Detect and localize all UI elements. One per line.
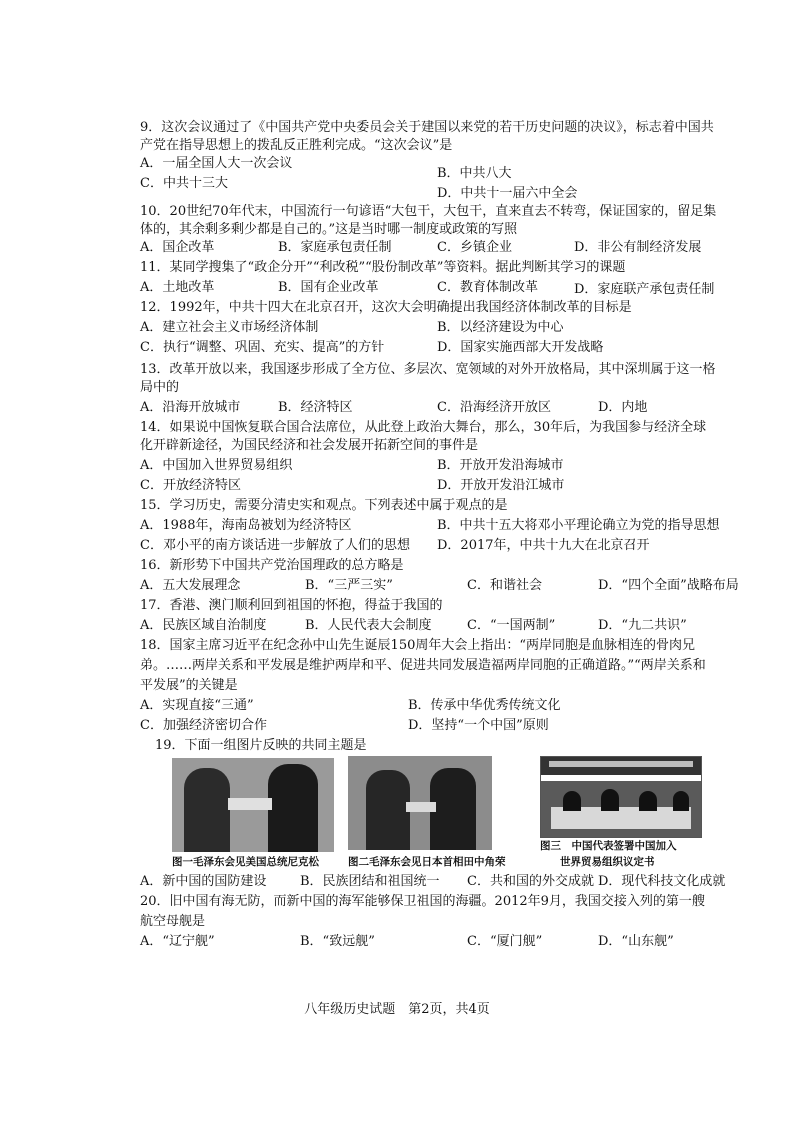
photo-wto-signing [540,756,702,838]
q12-option-c: C．执行“调整、巩固、充实、提高”的方针 [140,340,385,355]
q13-option-b: B．经济特区 [278,400,353,415]
q10-option-c: C．乡镇企业 [437,240,512,255]
q18-stem-line-1: 18．国家主席习近平在纪念孙中山先生诞辰150周年大会上指出：“两岸同胞是血脉相连的骨肉兄 [140,638,696,653]
q17-stem-line-1: 17．香港、澳门顺利回到祖国的怀抱，得益于我国的 [140,598,443,613]
q16-option-d: D．“四个全面”战略布局 [598,578,739,593]
q15-option-d: D．2017年，中共十九大在北京召开 [437,538,650,553]
caption-figure-3-line-1: 图三 中国代表签署中国加入 [540,840,677,852]
q9-option-c: C．中共十三大 [140,176,228,191]
q20-option-b: B．“致远舰” [300,934,375,949]
q18-stem-line-2: 弟。……两岸关系和平发展是维护两岸和平、促进共同发展造福两岸同胞的正确道路。”“两岸关系和 [140,658,706,673]
q18-option-b: B．传承中华优秀传统文化 [408,698,561,713]
q10-stem-line-1: 10．20世纪70年代末，中国流行一句谚语“大包干，大包干，直来直去不转弯，保证国家的，留足集 [140,204,717,219]
q18-option-c: C．加强经济密切合作 [140,718,267,733]
q17-option-c: C．“一国两制” [467,618,556,633]
q13-stem-line-2: 局中的 [140,380,180,395]
q18-stem-line-3: 平发展”的关键是 [140,678,238,693]
q15-option-a: A．1988年，海南岛被划为经济特区 [140,518,352,533]
q11-stem-line-1: 11．某同学搜集了“政企分开”“利改税”“股份制改革”等资料。据此判断其学习的课题 [140,260,626,275]
q19-option-c: C．共和国的外交成就 [467,874,594,889]
q11-option-b: B．国有企业改革 [278,280,379,295]
q9-option-b: B．中共八大 [437,166,512,181]
q10-stem-line-2: 体的，其余剩多剩少都是自己的。”这是当时哪一制度或政策的写照 [140,222,518,237]
q11-option-d: D．家庭联产承包责任制 [574,282,715,297]
q12-option-d: D．国家实施西部大开发战略 [437,340,604,355]
q18-option-a: A．实现直接“三通” [140,698,254,713]
q13-option-d: D．内地 [598,400,648,415]
q17-option-b: B．人民代表大会制度 [305,618,432,633]
q12-stem-line-1: 12．1992年，中共十四大在北京召开，这次大会明确提出我国经济体制改革的目标是 [140,300,632,315]
q16-option-c: C．和谐社会 [467,578,542,593]
q16-option-b: B．“三严三实” [305,578,393,593]
page-footer: 八年级历史试题 第2页，共4页 [304,1002,490,1017]
q13-stem-line-1: 13．改革开放以来，我国逐步形成了全方位、多层次、宽领域的对外开放格局，其中深圳属于这一格 [140,362,716,377]
q14-option-d: D．开放开发沿江城市 [437,478,565,493]
photo-nixon-meeting [172,758,334,852]
q15-option-b: B．中共十五大将邓小平理论确立为党的指导思想 [437,518,720,533]
q15-option-c: C．邓小平的南方谈话进一步解放了人们的思想 [140,538,410,553]
q20-stem-line-1: 20．旧中国有海无防，而新中国的海军能够保卫祖国的海疆。2012年9月，我国交接入列的第一艘 [140,894,705,909]
q13-option-c: C．沿海经济开放区 [437,400,551,415]
q9-option-d: D．中共十一届六中全会 [437,186,578,201]
q14-stem-line-1: 14．如果说中国恢复联合国合法席位，从此登上政治大舞台，那么，30年后，为我国参与经济全球 [140,420,707,435]
q10-option-b: B．家庭承包责任制 [278,240,392,255]
q16-stem-line-1: 16．新形势下中国共产党治国理政的总方略是 [140,558,404,573]
q20-option-d: D．“山东舰” [598,934,674,949]
q18-option-d: D．坚持“一个中国”原则 [408,718,549,733]
q9-stem-line-1: 9．这次会议通过了《中国共产党中央委员会关于建国以来党的若干历史问题的决议》，标志着中国共 [140,120,714,135]
photo-tanaka-meeting [348,756,492,850]
q11-option-c: C．教育体制改革 [437,280,538,295]
q14-option-a: A．中国加入世界贸易组织 [140,458,293,473]
q12-option-b: B．以经济建设为中心 [437,320,564,335]
q19-option-d: D．现代科技文化成就 [598,874,726,889]
q17-option-d: D．“九二共识” [598,618,687,633]
caption-figure-3-line-2: 世界贸易组织议定书 [560,856,655,868]
q9-stem-line-2: 产党在指导思想上的拨乱反正胜利完成。“这次会议”是 [140,138,453,153]
q16-option-a: A．五大发展理念 [140,578,241,593]
q15-stem-line-1: 15．学习历史，需要分清史实和观点。下列表述中属于观点的是 [140,498,508,513]
caption-figure-1: 图一毛泽东会见美国总统尼克松 [172,856,319,868]
q14-option-c: C．开放经济特区 [140,478,241,493]
q12-option-a: A．建立社会主义市场经济体制 [140,320,319,335]
q17-option-a: A．民族区域自治制度 [140,618,267,633]
q19-option-a: A．新中国的国防建设 [140,874,267,889]
q20-option-a: A．“辽宁舰” [140,934,215,949]
caption-figure-2: 图二毛泽东会见日本首相田中角荣 [348,856,506,868]
q19-stem-line-1: 19．下面一组图片反映的共同主题是 [155,738,367,753]
q14-stem-line-2: 化开辟新途径，为国民经济和社会发展开拓新空间的事件是 [140,438,479,453]
q20-option-c: C．“厦门舰” [467,934,543,949]
q13-option-a: A．沿海开放城市 [140,400,241,415]
q10-option-d: D．非公有制经济发展 [574,240,702,255]
q11-option-a: A．土地改革 [140,280,215,295]
q9-option-a: A．一届全国人大一次会议 [140,156,293,171]
q19-option-b: B．民族团结和祖国统一 [300,874,440,889]
q20-stem-line-2: 航空母舰是 [140,914,206,929]
q10-option-a: A．国企改革 [140,240,215,255]
q14-option-b: B．开放开发沿海城市 [437,458,564,473]
